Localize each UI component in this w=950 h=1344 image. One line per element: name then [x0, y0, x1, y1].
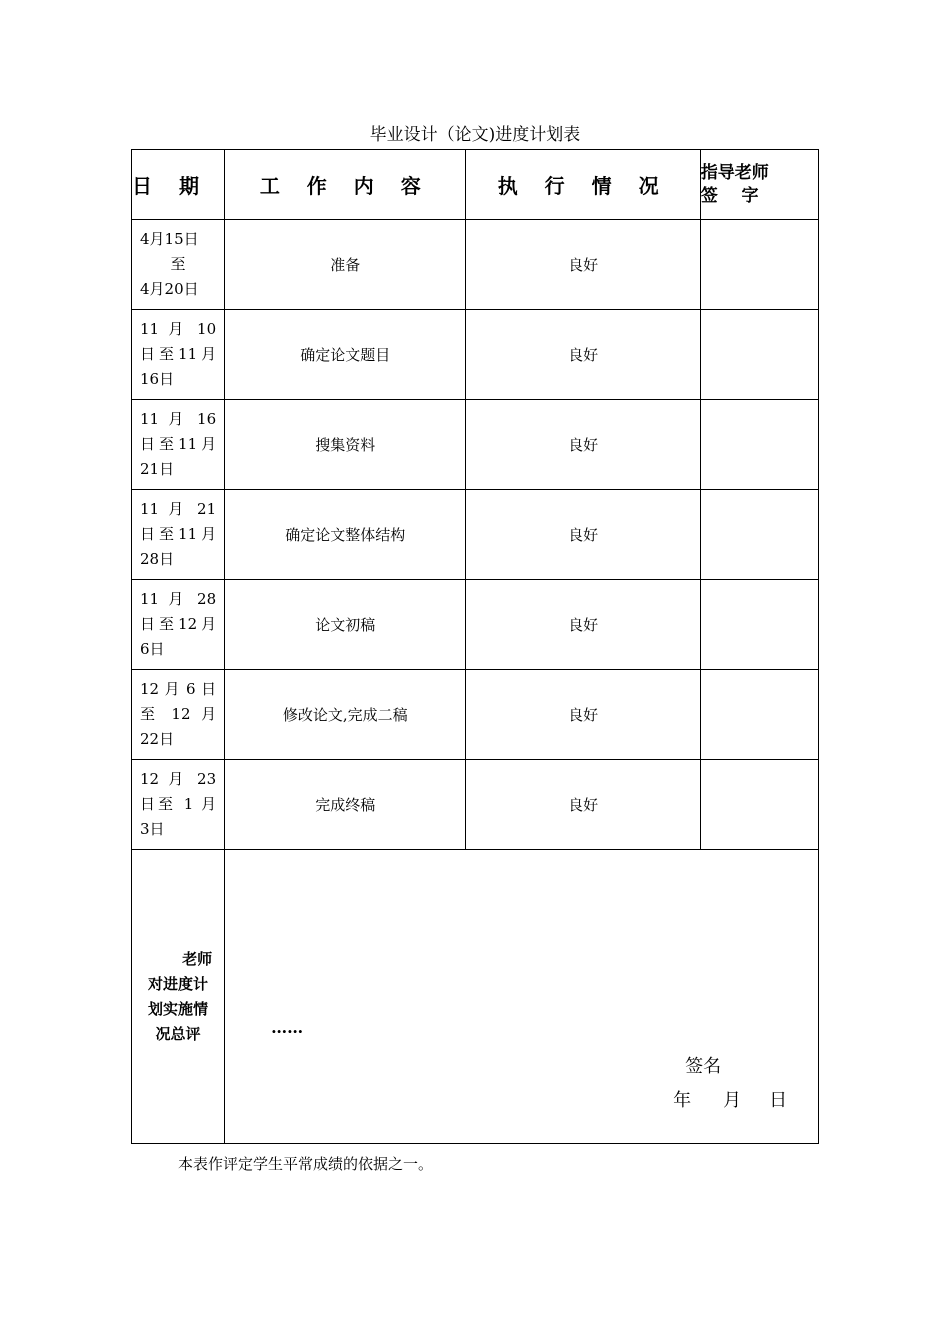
work-content-cell: 确定论文整体结构 — [225, 490, 466, 580]
date-line: 4月20日 — [140, 280, 199, 298]
execution-status-cell: 良好 — [466, 580, 700, 670]
review-date — [673, 1086, 787, 1112]
advisor-signature-cell[interactable] — [700, 400, 818, 490]
advisor-signature-cell[interactable] — [700, 310, 818, 400]
page-title: 毕业设计（论文)进度计划表 — [369, 125, 581, 145]
work-content-cell: 修改论文,完成二稿 — [225, 670, 466, 760]
date-line: 11 月 21 — [140, 500, 217, 518]
month-label: 月 — [723, 1090, 742, 1111]
date-line: 至 12 月 — [140, 705, 217, 723]
review-label-line: 对进度计 — [148, 974, 209, 993]
table-header-row — [132, 150, 819, 220]
year-label: 年 — [673, 1090, 692, 1111]
header-signature-label: 签 字 — [700, 185, 759, 206]
work-content-cell: 完成终稿 — [225, 760, 466, 850]
work-content-cell: 确定论文题目 — [225, 310, 466, 400]
review-label-line: 划实施情 — [148, 999, 209, 1018]
execution-status-cell: 良好 — [466, 670, 700, 760]
advisor-signature-cell[interactable] — [700, 490, 818, 580]
header-work-content: 工 作 内 容 — [225, 150, 466, 220]
date-cell — [132, 490, 225, 580]
table-row — [132, 310, 819, 400]
review-label-line: 老师 — [182, 949, 213, 968]
signature-label: 签名 — [685, 1056, 722, 1077]
day-label: 日 — [769, 1090, 788, 1111]
date-line: 28日 — [140, 550, 175, 568]
progress-plan-table — [131, 149, 819, 1144]
date-line: 4月15日 — [140, 230, 199, 248]
table-row — [132, 580, 819, 670]
work-content-cell: 准备 — [225, 220, 466, 310]
date-line: 11 月 16 — [140, 410, 217, 428]
date-line: 22日 — [140, 730, 175, 748]
date-line: 12 月 6 日 — [140, 680, 217, 698]
date-line: 11 月 10 — [140, 320, 217, 338]
work-content-cell: 论文初稿 — [225, 580, 466, 670]
date-line: 日至11月 — [140, 525, 217, 543]
execution-status-cell: 良好 — [466, 490, 700, 580]
review-content: …… — [271, 1018, 304, 1037]
execution-status-cell: 良好 — [466, 760, 700, 850]
advisor-signature-cell[interactable] — [700, 580, 818, 670]
date-cell — [132, 670, 225, 760]
footnote: 本表作评定学生平常成绩的依据之一。 — [178, 1155, 434, 1173]
date-line: 3日 — [140, 820, 165, 838]
work-content-cell: 搜集资料 — [225, 400, 466, 490]
date-line: 12 月 23 — [140, 770, 217, 788]
date-line: 至 — [170, 255, 186, 273]
table-row — [132, 400, 819, 490]
header-date: 日 期 — [132, 150, 225, 220]
review-label-cell — [132, 850, 225, 1144]
table-row — [132, 490, 819, 580]
execution-status-cell: 良好 — [466, 400, 700, 490]
review-label-line: 况总评 — [155, 1024, 201, 1043]
date-line: 11 月 28 — [140, 590, 217, 608]
date-line: 日至11月 — [140, 345, 217, 363]
advisor-signature-cell[interactable] — [700, 760, 818, 850]
date-cell — [132, 580, 225, 670]
review-comment-area[interactable] — [225, 850, 819, 1144]
execution-status-cell: 良好 — [466, 220, 700, 310]
header-execution-status: 执 行 情 况 — [466, 150, 700, 220]
header-advisor-label: 指导老师 — [700, 162, 769, 183]
table-row — [132, 760, 819, 850]
date-line: 16日 — [140, 370, 175, 388]
date-cell — [132, 310, 225, 400]
date-line: 日至12月 — [140, 615, 217, 633]
date-line: 21日 — [140, 460, 175, 478]
date-cell — [132, 400, 225, 490]
review-row — [132, 850, 819, 1144]
advisor-signature-cell[interactable] — [700, 220, 818, 310]
date-cell — [132, 760, 225, 850]
table-row — [132, 220, 819, 310]
header-advisor-signature — [700, 150, 818, 220]
date-line: 6日 — [140, 640, 165, 658]
date-line: 日至 1 月 — [140, 795, 217, 813]
date-cell — [132, 220, 225, 310]
execution-status-cell: 良好 — [466, 310, 700, 400]
table-row — [132, 670, 819, 760]
date-line: 日至11月 — [140, 435, 217, 453]
advisor-signature-cell[interactable] — [700, 670, 818, 760]
